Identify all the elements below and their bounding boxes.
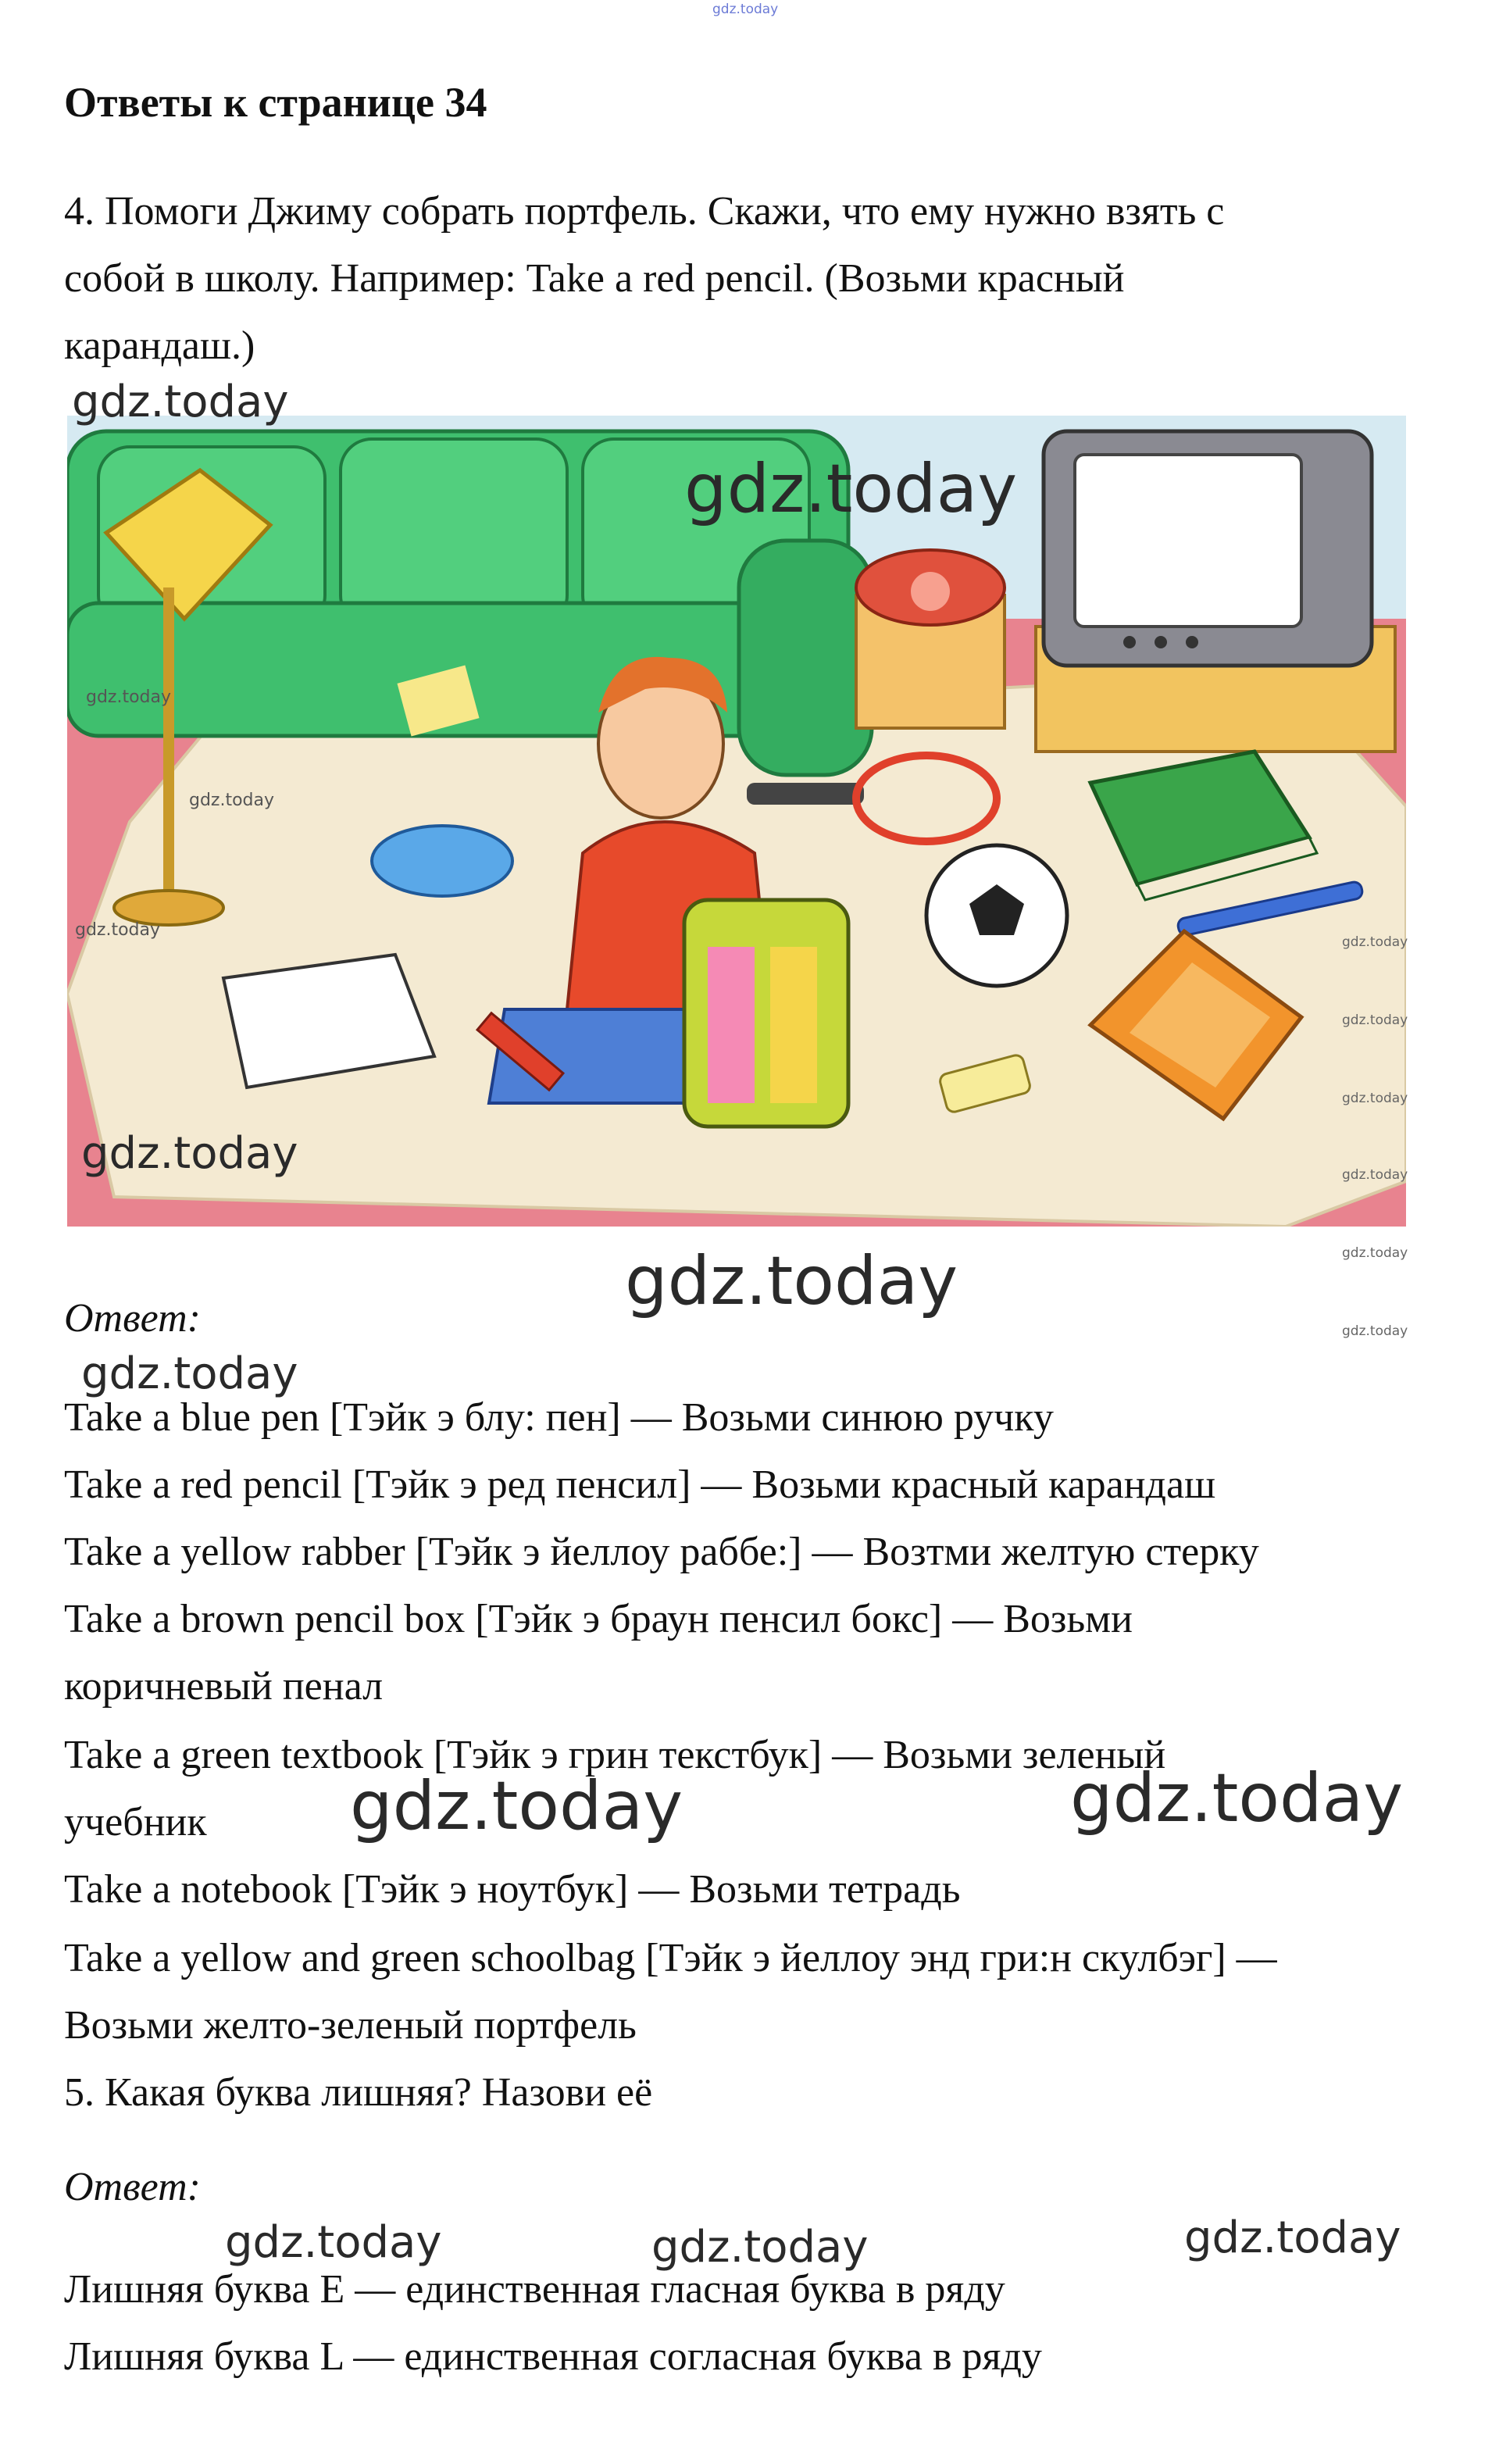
task-4-line-1: 4. Помоги Джиму собрать портфель. Скажи, что ему нужно взять с [64, 189, 1225, 234]
answer-line: Возьми желто-зеленый портфель [64, 2003, 637, 2048]
watermark: gdz.today [1342, 1167, 1408, 1183]
ball [926, 845, 1067, 986]
watermark: gdz.today [684, 450, 1018, 528]
watermark: gdz.today [81, 1348, 298, 1399]
watermark: gdz.today [1342, 1323, 1408, 1339]
watermark: gdz.today [1342, 934, 1408, 950]
task-4-line-2: собой в школу. Например: Take a red pencil. (Возьми красный [64, 256, 1125, 301]
answer-line: Take a green textbook [Тэйк э грин текстбук] — Возьми зеленый [64, 1733, 1166, 1777]
answer-line: Take a brown pencil box [Тэйк э браун пенсил бокс] — Возьми [64, 1597, 1133, 1641]
watermark: gdz.today [651, 2222, 869, 2273]
room-illustration [67, 416, 1406, 1227]
answer-line: коричневый пенал [64, 1664, 384, 1709]
answer-line: Лишняя буква L — единственная согласная буква в ряду [64, 2334, 1042, 2379]
answer-line: Take a yellow rabber [Тэйк э йеллоу раббе:] — Возтми желтую стерку [64, 1530, 1259, 1574]
answer-line: учебник [64, 1800, 207, 1844]
answer-line: Take a notebook [Тэйк э ноутбук] — Возьми тетрадь [64, 1867, 961, 1912]
watermark: gdz.today [1070, 1759, 1404, 1837]
watermark: gdz.today [625, 1242, 958, 1320]
watermark: gdz.today [81, 1128, 298, 1179]
watermark: gdz.today [1184, 2212, 1401, 2263]
task-4-line-3: карандаш.) [64, 323, 255, 368]
answer-line: Лишняя буква E — единственная гласная буква в ряду [64, 2267, 1005, 2312]
cap [372, 826, 512, 896]
watermark: gdz.today [350, 1767, 683, 1845]
answer-label: Ответ: [64, 2165, 201, 2209]
watermark: gdz.today [1342, 1012, 1408, 1028]
watermark: gdz.today [86, 687, 172, 707]
answer-line: Take a blue pen [Тэйк э блу: пен] — Возьми синюю ручку [64, 1395, 1054, 1440]
room-illustration-svg [67, 416, 1406, 1227]
watermark: gdz.today [189, 791, 275, 810]
watermark: gdz.today [225, 2217, 442, 2268]
schoolbag [684, 900, 848, 1127]
telephone [856, 550, 1005, 728]
page-heading: Ответы к странице 34 [64, 79, 487, 126]
watermark: gdz.today [712, 2, 779, 17]
watermark: gdz.today [75, 920, 161, 940]
watermark: gdz.today [72, 377, 289, 427]
answer-line: Take a yellow and green schoolbag [Тэйк э йеллоу энд гри:н скулбэг] — [64, 1936, 1277, 1980]
watermark: gdz.today [1342, 1091, 1408, 1106]
watermark: gdz.today [1342, 1245, 1408, 1261]
task-5: 5. Какая буква лишняя? Назови её [64, 2070, 653, 2115]
answer-line: Take a red pencil [Тэйк э ред пенсил] — Возьми красный карандаш [64, 1462, 1216, 1507]
answer-label: Ответ: [64, 1296, 201, 1341]
tv-set [1036, 431, 1395, 752]
